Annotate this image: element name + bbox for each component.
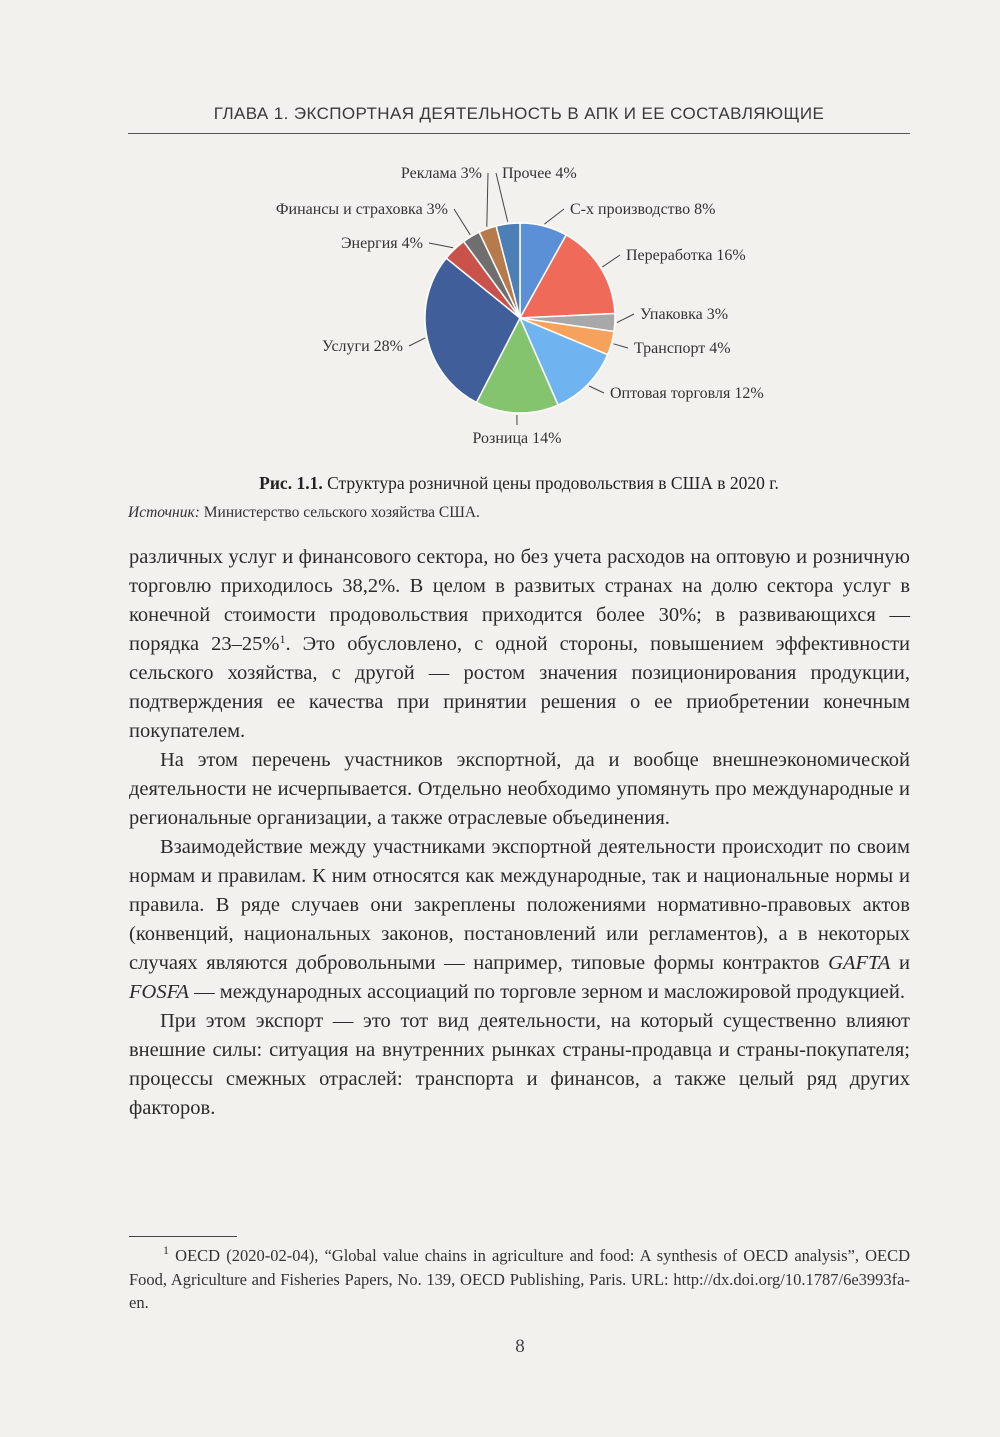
leader-line-7 (429, 243, 453, 248)
figure-caption (128, 473, 910, 494)
paragraph-3-tail: — международных ассоциаций по торговле зерном и масложировой продукцией. (188, 981, 905, 1003)
slice-label-1: Переработка 16% (626, 247, 746, 264)
caption-text: Структура розничной цены продовольствия в США в 2020 г. (327, 473, 779, 493)
leader-line-8 (454, 209, 470, 235)
paragraph-1-tail: . Это обусловлено, с одной стороны, повышением эффективности сельского хозяйства, с другой — ростом значения позиционирования продукции, подтверждения ее качества при принятии решения о ее приобретении конечным покупателем. (129, 633, 911, 742)
body-text (129, 543, 910, 1123)
slice-label-7: Энергия 4% (340, 235, 423, 252)
header-divider (128, 133, 910, 134)
figure-source (128, 504, 480, 522)
slice-label-8: Финансы и страховка 3% (275, 201, 448, 218)
gafta-term: GAFTA (828, 952, 891, 974)
slice-label-4: Оптовая торговля 12% (610, 385, 764, 402)
leader-line-2 (617, 314, 634, 323)
paragraph-3-text: Взаимодействие между участниками экспортной деятельности происходит по своим нормам и правилам. К ним относятся как международные, так и национальные нормы и правила. В ряде случаев они закреплены положениями нормативно-правовых актов (конвенций, национальных законов, постановлений или регламентов), а в некоторых случаях являются добровольными — например, типовые формы контрактов (129, 836, 910, 974)
footnote-body (129, 1244, 910, 1315)
leader-line-9 (487, 173, 488, 227)
paragraph-4: При этом экспорт — это тот вид деятельности, на который существенно влияют внешние силы: ситуация на внутренних рынках страны-продавца и страны-покупателя; процессы смежных отраслей: транспорта и финансов, а также целый ряд других факторов. (129, 1010, 910, 1119)
paragraph-2: На этом перечень участников экспортной, да и вообще внешнеэкономической деятельности не исчерпывается. Отдельно необходимо упомянуть про международные и региональные организации, а также отраслевые объединения. (129, 749, 910, 829)
leader-line-3 (614, 344, 629, 348)
footnote-text: OECD (2020-02-04), “Global value chains in agriculture and food: A synthesis of OECD analysis”, OECD Food, Agriculture and Fisheries Papers, No. 139, OECD Publishing, Paris. URL: http://dx.doi.org/10.1787/6e3993fa-en. (129, 1246, 911, 1312)
leader-line-0 (544, 209, 564, 224)
slice-label-10: Прочее 4% (502, 165, 577, 182)
paragraph-3 (129, 833, 910, 1007)
leader-line-6 (409, 338, 425, 346)
fosfa-term: FOSFA (129, 981, 189, 1003)
leader-line-4 (589, 386, 604, 393)
page-number: 8 (515, 1336, 525, 1357)
slice-label-6: Услуги 28% (322, 338, 403, 355)
slice-label-3: Транспорт 4% (634, 340, 731, 357)
paragraph-1 (129, 543, 910, 746)
paragraph-1-text: различных услуг и финансового сектора, но без учета расходов на оптовую и розничную торговлю приходилось 38,2%. В целом в развитых странах на долю сектора услуг в конечной стоимости продовольствия приходится более 30%; в развивающихся — порядка 23–25% (129, 546, 910, 655)
footnote-mark: 1 (163, 1243, 169, 1257)
running-head: ГЛАВА 1. ЭКСПОРТНАЯ ДЕЯТЕЛЬНОСТЬ В АПК И ЕЕ СОСТАВЛЯЮЩИЕ (213, 104, 825, 123)
paragraph-3-conj: и (890, 952, 910, 974)
footnote (129, 1244, 910, 1315)
slice-label-5: Розница 14% (472, 430, 562, 447)
footnote-ref: 1 (279, 632, 286, 646)
leader-line-1 (602, 255, 620, 267)
slice-label-2: Упаковка 3% (640, 306, 729, 323)
caption-label: Рис. 1.1. (259, 473, 323, 493)
slice-label-9: Реклама 3% (400, 165, 482, 182)
source-label: Источник: (128, 504, 200, 521)
source-text: Министерство сельского хозяйства США. (203, 504, 480, 521)
slice-label-0: С-х производство 8% (570, 201, 716, 218)
pie-chart (0, 150, 1000, 460)
footnote-divider (129, 1236, 237, 1237)
